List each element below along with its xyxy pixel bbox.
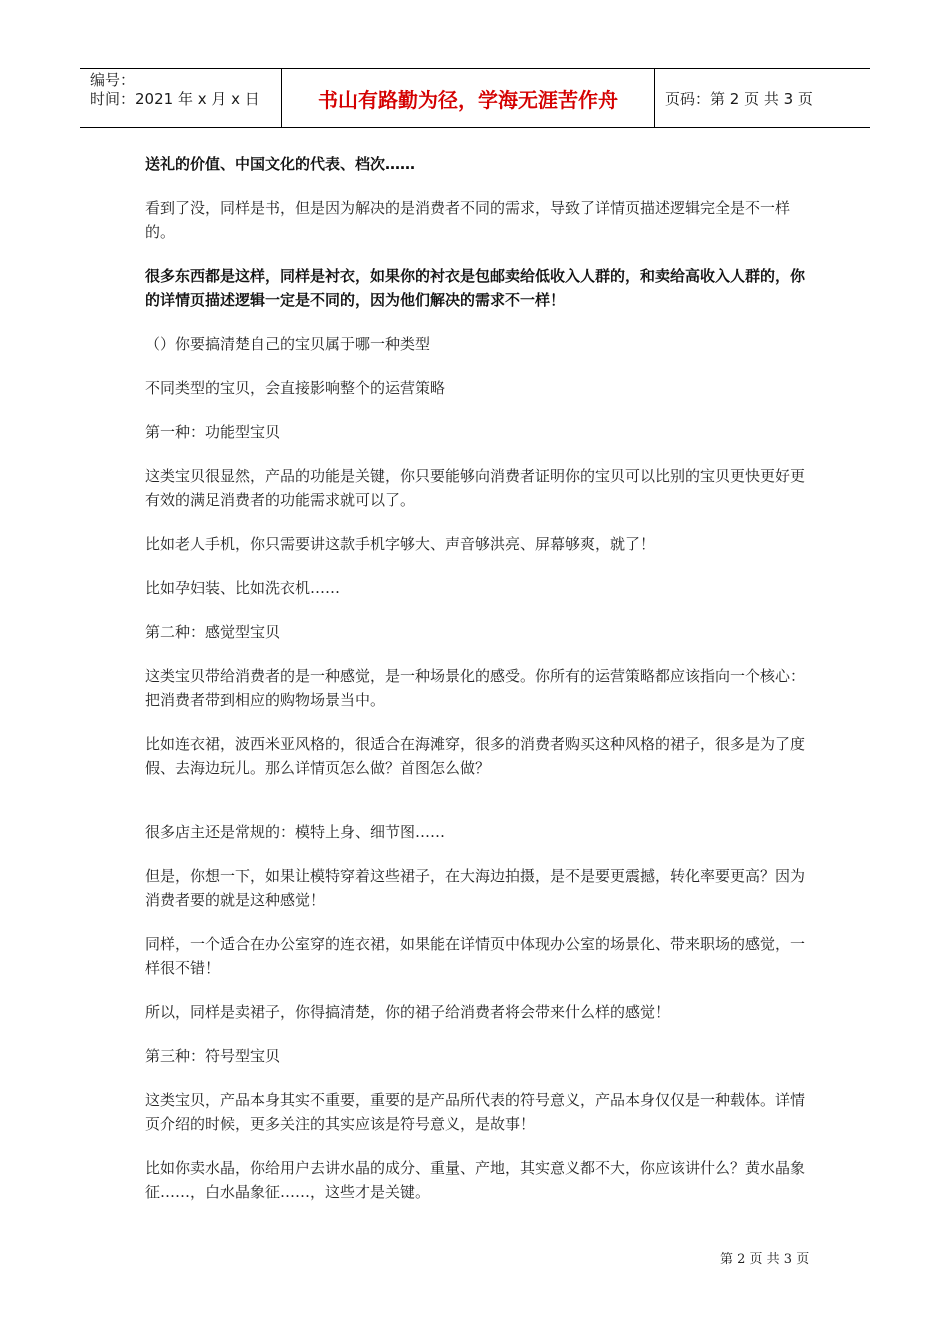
paragraph: 比如孕妇装、比如洗衣机…… (145, 579, 341, 597)
header-meta (80, 69, 282, 127)
paragraph: 很多店主还是常规的：模特上身、细节图…… (145, 823, 446, 841)
paragraph: 送礼的价值、中国文化的代表、档次…… (145, 155, 416, 173)
page-header (80, 68, 870, 128)
header-page-label: 页码：第 2 页 共 3 页 (665, 89, 813, 108)
paragraph: 所以，同样是卖裙子，你得搞清楚，你的裙子给消费者将会带来什么样的感觉！ (145, 1003, 671, 1021)
paragraph: 但是，你想一下，如果让模特穿着这些裙子，在大海边拍摄，是不是要更震撼，转化率要更高？因为消费者要的就是这种感觉！ (145, 867, 806, 909)
paragraph: 比如连衣裙，波西米亚风格的，很适合在海滩穿，很多的消费者购买这种风格的裙子，很多是为了度假、去海边玩儿。那么详情页怎么做？首图怎么做？ (145, 735, 806, 777)
paragraph: 比如老人手机，你只需要讲这款手机字够大、声音够洪亮、屏幕够爽，就了！ (145, 535, 656, 553)
time-label: 时间：2021 年 x 月 x 日 (90, 90, 260, 108)
paragraph: 看到了没，同样是书，但是因为解决的是消费者不同的需求，导致了详情页描述逻辑完全是不一样的。 (145, 199, 791, 241)
header-motto: 书山有路勤为径，学海无涯苦作舟 (282, 69, 655, 127)
section-heading: 第一种：功能型宝贝 (145, 423, 281, 441)
paragraph: 这类宝贝带给消费者的是一种感觉，是一种场景化的感受。你所有的运营策略都应该指向一个核心：把消费者带到相应的购物场景当中。 (145, 667, 806, 709)
paragraph: 不同类型的宝贝，会直接影响整个的运营策略 (145, 379, 446, 397)
page-footer: 第 2 页 共 3 页 (720, 1252, 810, 1267)
document-body (145, 152, 817, 1224)
section-heading: 第二种：感觉型宝贝 (145, 623, 281, 641)
paragraph: 这类宝贝很显然，产品的功能是关键，你只要能够向消费者证明你的宝贝可以比别的宝贝更快更好更有效的满足消费者的功能需求就可以了。 (145, 467, 806, 509)
paragraph: （）你要搞清楚自己的宝贝属于哪一种类型 (145, 335, 431, 353)
section-heading: 第三种：符号型宝贝 (145, 1047, 281, 1065)
paragraph: 同样，一个适合在办公室穿的连衣裙，如果能在详情页中体现办公室的场景化、带来职场的感觉，一样很不错！ (145, 935, 806, 977)
number-label: 编号： (90, 71, 136, 89)
paragraph: 很多东西都是这样，同样是衬衣，如果你的衬衣是包邮卖给低收入人群的，和卖给高收入人群的，你的详情页描述逻辑一定是不同的，因为他们解决的需求不一样！ (145, 267, 806, 309)
paragraph: 比如你卖水晶，你给用户去讲水晶的成分、重量、产地，其实意义都不大，你应该讲什么？黄水晶象征……，白水晶象征……，这些才是关键。 (145, 1159, 806, 1201)
paragraph: 这类宝贝，产品本身其实不重要，重要的是产品所代表的符号意义，产品本身仅仅是一种载体。详情页介绍的时候，更多关注的其实应该是符号意义，是故事！ (145, 1091, 806, 1133)
